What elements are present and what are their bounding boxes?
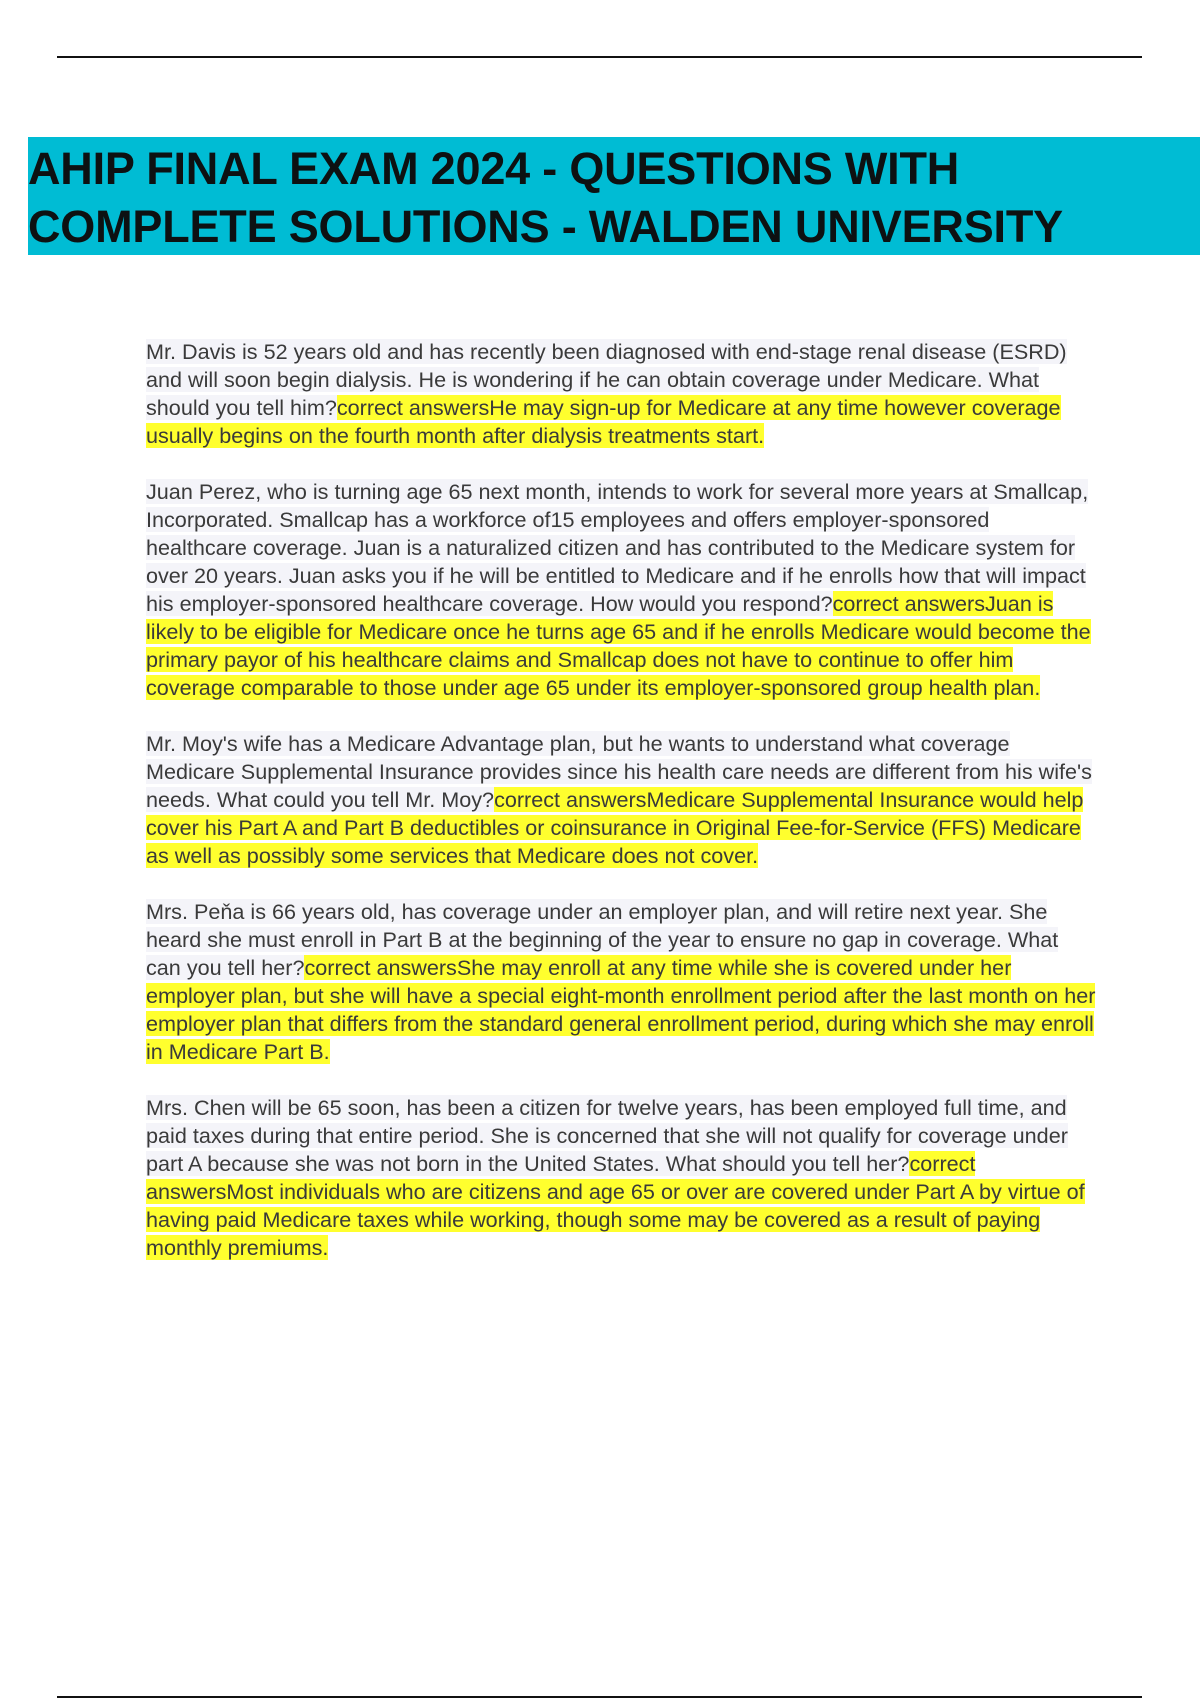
question-text: Mr. Davis is 52 years old and has recently been diagnosed with end-stage renal disease (ESRD) and will soon begin dialysis. He is wondering if he can obtain coverage under Medicare. What should you tell him?	[146, 339, 1067, 420]
question-text: Juan Perez, who is turning age 65 next month, intends to work for several more years at Smallcap, Incorporated. Smallcap has a workforce of15 employees and offers employer-sponsored healthcare coverage. Juan is a naturalized citizen and has contributed to the Medicare system for over 20 years. Juan asks you if he will be entitled to Medicare and if he enrolls how that will impact his employer-sponsored healthcare coverage. How would you respond?	[146, 479, 1089, 616]
qa-item	[146, 338, 1096, 450]
answer-label: correct answers	[832, 591, 985, 616]
question-text: Mrs. Peňa is 66 years old, has coverage under an employer plan, and will retire next year. She heard she must enroll in Part B at the beginning of the year to ensure no gap in coverage. What can you tell her?	[146, 899, 1059, 980]
answer-text: She may enroll at any time while she is covered under her employer plan, but she will have a special eight-month enrollment period after the last month on her employer plan that differs from the standard general enrollment period, during which she may enroll in Medicare Part B.	[146, 955, 1096, 1064]
qa-list	[146, 338, 1096, 1290]
question-text: Mrs. Chen will be 65 soon, has been a citizen for twelve years, has been employed full time, and paid taxes during that entire period. She is concerned that she will not qualify for coverage under part A because she was not born in the United States. What should you tell her?	[146, 1095, 1068, 1176]
qa-item	[146, 730, 1096, 870]
answer-text: He may sign-up for Medicare at any time however coverage usually begins on the fourth month after dialysis treatments start.	[146, 395, 1061, 448]
answer-text: Medicare Supplemental Insurance would help cover his Part A and Part B deductibles or coinsurance in Original Fee-for-Service (FFS) Medicare as well as possibly some services that Medicare does not cover.	[146, 787, 1084, 868]
document-title-line-1: AHIP FINAL EXAM 2024 - QUESTIONS WITH	[28, 143, 960, 194]
qa-item	[146, 1094, 1096, 1262]
bottom-rule	[57, 1696, 1142, 1698]
document-title-band	[28, 137, 1200, 255]
answer-label: correct answers	[304, 955, 457, 980]
qa-item	[146, 478, 1096, 702]
answer-text: Juan is likely to be eligible for Medicare once he turns age 65 and if he enrolls Medicare would become the primary payor of his healthcare claims and Smallcap does not have to continue to offer him coverage comparable to those under age 65 under its employer-sponsored group health plan.	[146, 591, 1091, 700]
document-title-line-2: COMPLETE SOLUTIONS - WALDEN UNIVERSITY	[28, 201, 1063, 252]
question-text: Mr. Moy's wife has a Medicare Advantage plan, but he wants to understand what coverage Medicare Supplemental Insurance provides since his health care needs are different from his wife's needs. What could you tell Mr. Moy?	[146, 731, 1092, 812]
answer-label: correct answers	[146, 1151, 976, 1204]
qa-item	[146, 898, 1096, 1066]
answer-label: correct answers	[336, 395, 490, 420]
answer-text: Most individuals who are citizens and age 65 or over are covered under Part A by virtue of having paid Medicare taxes while working, though some may be covered as a result of paying monthly premiums.	[146, 1179, 1085, 1260]
answer-label: correct answers	[494, 787, 647, 812]
top-rule	[57, 56, 1142, 58]
